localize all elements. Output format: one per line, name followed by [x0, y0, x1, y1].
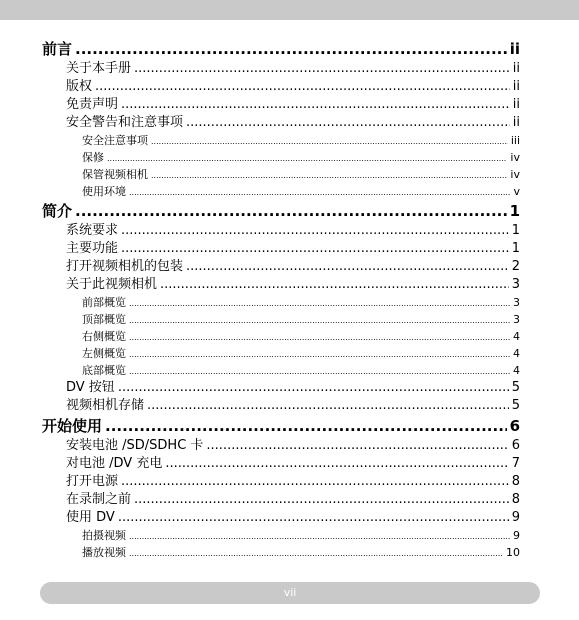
- toc-entry-page: 5: [511, 380, 520, 395]
- toc-entry-level-2[interactable]: [42, 114, 520, 132]
- toc-dot-leader: [129, 329, 510, 345]
- toc-entry-page: 5: [511, 398, 520, 413]
- toc-entry-page: 1: [511, 223, 520, 238]
- toc-entry-level-3[interactable]: [42, 149, 520, 166]
- toc-entry-level-2[interactable]: [42, 491, 520, 509]
- toc-entry-level-3[interactable]: [42, 345, 520, 362]
- toc-dot-leader: [75, 38, 507, 60]
- toc-entry-page: 6: [509, 417, 520, 435]
- toc-entry-level-2[interactable]: [42, 258, 520, 276]
- toc-entry-title: 简介: [42, 202, 73, 220]
- toc-entry-title: 使用环境: [82, 185, 126, 198]
- toc-dot-leader: [95, 78, 510, 96]
- toc-entry-level-1[interactable]: [42, 415, 520, 437]
- toc-entry-page: ii: [512, 61, 520, 76]
- toc-entry-page: iv: [510, 151, 520, 164]
- toc-entry-page: 4: [513, 330, 520, 343]
- toc-entry-title: 底部概览: [82, 364, 126, 377]
- toc-dot-leader: [206, 437, 508, 455]
- toc-entry-title: 拍摄视频: [82, 529, 126, 542]
- toc-entry-page: 2: [511, 259, 520, 274]
- toc-dot-leader: [151, 167, 507, 183]
- toc-dot-leader: [134, 60, 510, 78]
- toc-entry-level-2[interactable]: [42, 397, 520, 415]
- toc-dot-leader: [165, 455, 508, 473]
- toc-entry-title: 安全警告和注意事项: [66, 115, 184, 130]
- toc-entry-page: 6: [511, 438, 520, 453]
- toc-dot-leader: [121, 240, 509, 258]
- toc-entry-title: 保管视频相机: [82, 168, 148, 181]
- toc-entry-level-3[interactable]: [42, 166, 520, 183]
- toc-entry-level-3[interactable]: [42, 311, 520, 328]
- toc-entry-title: 系统要求: [66, 223, 119, 238]
- toc-entry-title: 视频相机存储: [66, 398, 145, 413]
- toc-entry-level-3[interactable]: [42, 362, 520, 379]
- toc-dot-leader: [129, 528, 510, 544]
- toc-entry-level-3[interactable]: [42, 544, 520, 561]
- toc-dot-leader: [121, 96, 510, 114]
- top-banner: [0, 0, 579, 20]
- toc-entry-page: 3: [513, 296, 520, 309]
- toc-entry-level-2[interactable]: [42, 276, 520, 294]
- toc-entry-page: 9: [511, 510, 520, 525]
- toc-entry-title: 右侧概览: [82, 330, 126, 343]
- toc-entry-page: 1: [509, 202, 520, 220]
- toc-dot-leader: [186, 114, 510, 132]
- toc-dot-leader: [151, 133, 508, 149]
- toc-entry-level-3[interactable]: [42, 183, 520, 200]
- toc-entry-page: 9: [513, 529, 520, 542]
- toc-entry-title: 前部概览: [82, 296, 126, 309]
- toc-entry-title: 对电池 /DV 充电: [66, 456, 163, 471]
- toc-entry-title: 左侧概览: [82, 347, 126, 360]
- toc-entry-title: 顶部概览: [82, 313, 126, 326]
- toc-dot-leader: [107, 150, 507, 166]
- toc-entry-page: 8: [511, 492, 520, 507]
- toc-entry-level-2[interactable]: [42, 455, 520, 473]
- toc-entry-page: 8: [511, 474, 520, 489]
- toc-entry-level-2[interactable]: [42, 96, 520, 114]
- toc-entry-level-1[interactable]: [42, 200, 520, 222]
- toc-entry-page: ii: [512, 97, 520, 112]
- toc-dot-leader: [129, 295, 510, 311]
- toc-entry-level-2[interactable]: [42, 240, 520, 258]
- toc-entry-title: 在录制之前: [66, 492, 132, 507]
- toc-entry-title: 关于本手册: [66, 61, 132, 76]
- toc-entry-title: 关于此视频相机: [66, 277, 158, 292]
- toc-dot-leader: [129, 312, 510, 328]
- toc-dot-leader: [147, 397, 509, 415]
- toc-entry-page: v: [513, 185, 520, 198]
- toc-dot-leader: [121, 222, 509, 240]
- toc-entry-title: 主要功能: [66, 241, 119, 256]
- toc-entry-level-2[interactable]: [42, 78, 520, 96]
- toc-entry-level-1[interactable]: [42, 38, 520, 60]
- toc-dot-leader: [129, 363, 510, 379]
- toc-entry-level-3[interactable]: [42, 527, 520, 544]
- footer-page-number: vii: [283, 586, 297, 599]
- toc-entry-title: DV 按钮: [66, 380, 115, 395]
- toc-entry-page: 7: [511, 456, 520, 471]
- toc-entry-page: ii: [512, 115, 520, 130]
- toc-entry-title: 开始使用: [42, 417, 103, 435]
- toc-dot-leader: [118, 509, 509, 527]
- toc-dot-leader: [134, 491, 509, 509]
- toc-entry-title: 保修: [82, 151, 104, 164]
- toc-entry-page: ii: [509, 40, 520, 58]
- toc-entry-page: 10: [506, 546, 520, 559]
- toc-dot-leader: [129, 545, 503, 561]
- toc-entry-page: 4: [513, 364, 520, 377]
- toc-entry-level-2[interactable]: [42, 222, 520, 240]
- table-of-contents: [42, 38, 520, 561]
- toc-entry-level-3[interactable]: [42, 132, 520, 149]
- toc-entry-page: 1: [511, 241, 520, 256]
- toc-entry-level-2[interactable]: [42, 437, 520, 455]
- toc-dot-leader: [118, 379, 509, 397]
- toc-entry-title: 免责声明: [66, 97, 119, 112]
- toc-entry-page: iii: [510, 134, 520, 147]
- toc-entry-level-2[interactable]: [42, 379, 520, 397]
- toc-entry-title: 播放视频: [82, 546, 126, 559]
- toc-entry-page: 3: [513, 313, 520, 326]
- toc-entry-title: 使用 DV: [66, 510, 115, 525]
- toc-entry-page: 3: [511, 277, 520, 292]
- toc-entry-level-2[interactable]: [42, 60, 520, 78]
- toc-entry-page: ii: [512, 79, 520, 94]
- footer-bar: [40, 582, 540, 604]
- toc-dot-leader: [129, 346, 510, 362]
- toc-dot-leader: [105, 415, 507, 437]
- toc-entry-title: 安全注意事项: [82, 134, 148, 147]
- toc-entry-level-3[interactable]: [42, 294, 520, 311]
- toc-entry-title: 打开视频相机的包装: [66, 259, 184, 274]
- toc-dot-leader: [121, 473, 509, 491]
- toc-entry-page: iv: [510, 168, 520, 181]
- toc-entry-page: 4: [513, 347, 520, 360]
- toc-dot-leader: [186, 258, 509, 276]
- toc-entry-level-3[interactable]: [42, 328, 520, 345]
- toc-entry-level-2[interactable]: [42, 473, 520, 491]
- toc-dot-leader: [129, 184, 510, 200]
- toc-entry-level-2[interactable]: [42, 509, 520, 527]
- toc-entry-title: 打开电源: [66, 474, 119, 489]
- toc-entry-title: 安装电池 /SD/SDHC 卡: [66, 438, 204, 453]
- toc-dot-leader: [160, 276, 509, 294]
- toc-entry-title: 前言: [42, 40, 73, 58]
- toc-dot-leader: [75, 200, 507, 222]
- toc-entry-title: 版权: [66, 79, 93, 94]
